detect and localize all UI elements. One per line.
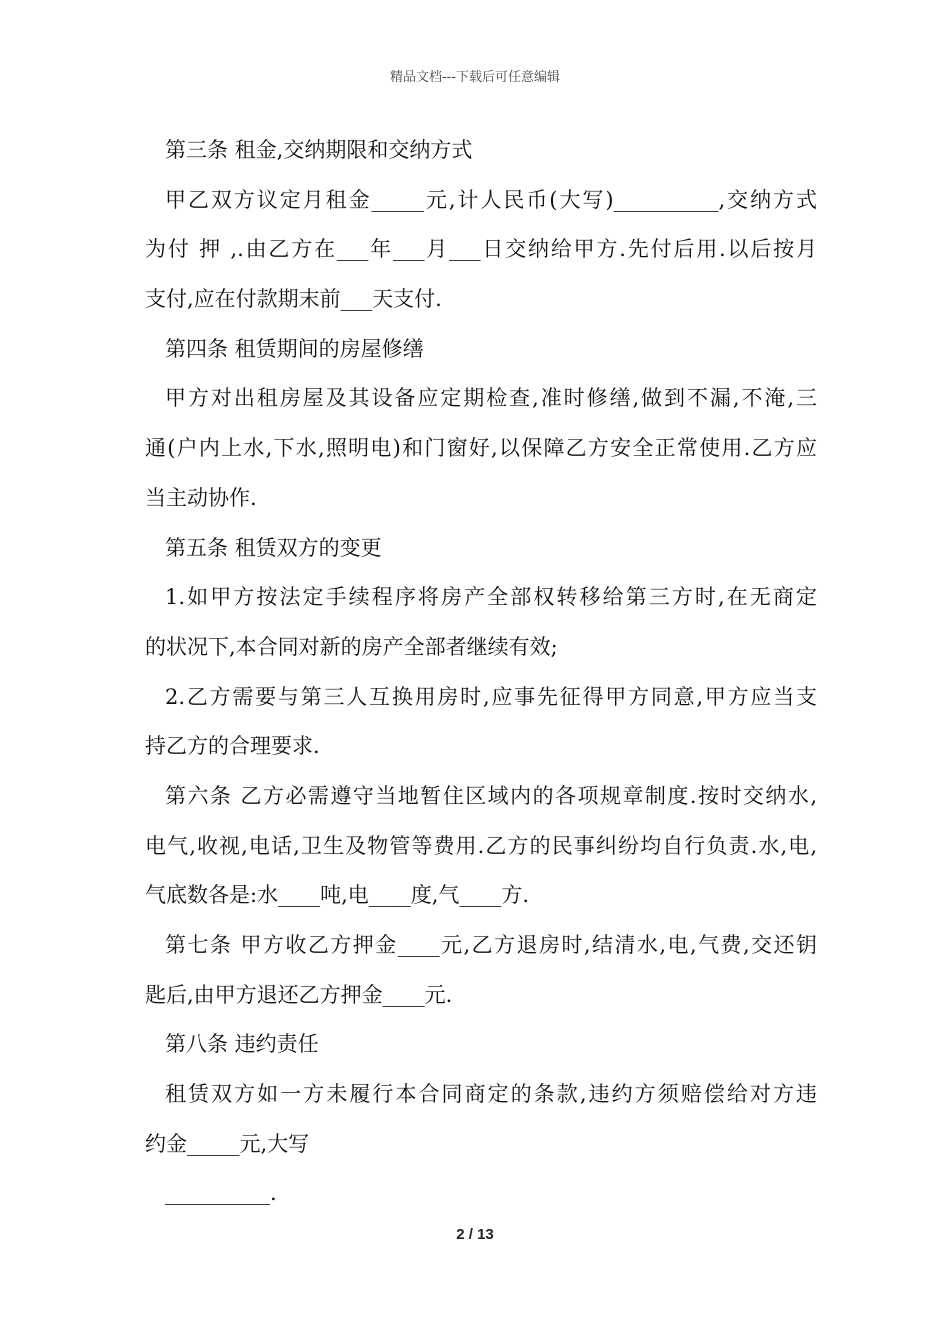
clause-3-text-line-2: 为付 押 ,.由乙方在___年___月___日交纳给甲方.先付后用.以后按月 [145,237,817,262]
clause-6-line-3: 气底数各是:水____吨,电____度,气____方. [145,883,530,908]
page-number [0,1226,950,1243]
clause-7-line-2: 匙后,由甲方退还乙方押金____元. [145,982,453,1007]
clause-8-text-line-3: __________. [165,1181,277,1206]
clause-4-text-line-2: 通(户内上水,下水,照明电)和门窗好,以保障乙方安全正常使用.乙方应 [145,436,817,461]
clause-8-text-line-2: 约金_____元,大写 [145,1131,310,1156]
clause-3-text-line-3: 支付,应在付款期末前___天支付. [145,287,442,312]
clause-4-text-line-3: 当主动协作. [145,485,257,510]
clause-5-item-2-line-1: 2.乙方需要与第三人互换用房时,应事先征得甲方同意,甲方应当支 [165,684,817,709]
clause-4-text-line-1: 甲方对出租房屋及其设备应定期检查,准时修缮,做到不漏,不淹,三 [165,386,817,411]
document-body [145,126,817,1219]
current-page: 2 [456,1226,465,1243]
clause-6-line-1: 第六条 乙方必需遵守当地暂住区域内的各项规章制度.按时交纳水, [165,783,817,808]
clause-8-heading: 第八条 违约责任 [165,1032,319,1057]
clause-5-item-1-line-2: 的状况下,本合同对新的房产全部者继续有效; [145,634,558,659]
clause-7-line-1: 第七条 甲方收乙方押金____元,乙方退房时,结清水,电,气费,交还钥 [165,933,817,957]
clause-4-heading: 第四条 租赁期间的房屋修缮 [165,336,424,361]
clause-5-item-1-line-1: 1.如甲方按法定手续程序将房产全部权转移给第三方时,在无商定 [165,585,817,610]
clause-3-text-line-1: 甲乙双方议定月租金_____元,计人民币(大写)__________,交纳方式 [165,187,817,212]
clause-5-heading: 第五条 租赁双方的变更 [165,535,382,560]
clause-6-line-2: 电气,收视,电话,卫生及物管等费用.乙方的民事纠纷均自行负责.水,电, [145,833,817,858]
total-pages: 13 [477,1226,494,1243]
clause-3-heading: 第三条 租金,交纳期限和交纳方式 [165,138,473,162]
page-header: 精品文档---下载后可任意编辑 [389,70,561,85]
clause-5-item-2-line-2: 持乙方的合理要求. [145,734,320,759]
clause-8-text-line-1: 租赁双方如一方未履行本合同商定的条款,违约方须赔偿给对方违 [165,1082,817,1107]
page-separator: / [468,1226,473,1243]
